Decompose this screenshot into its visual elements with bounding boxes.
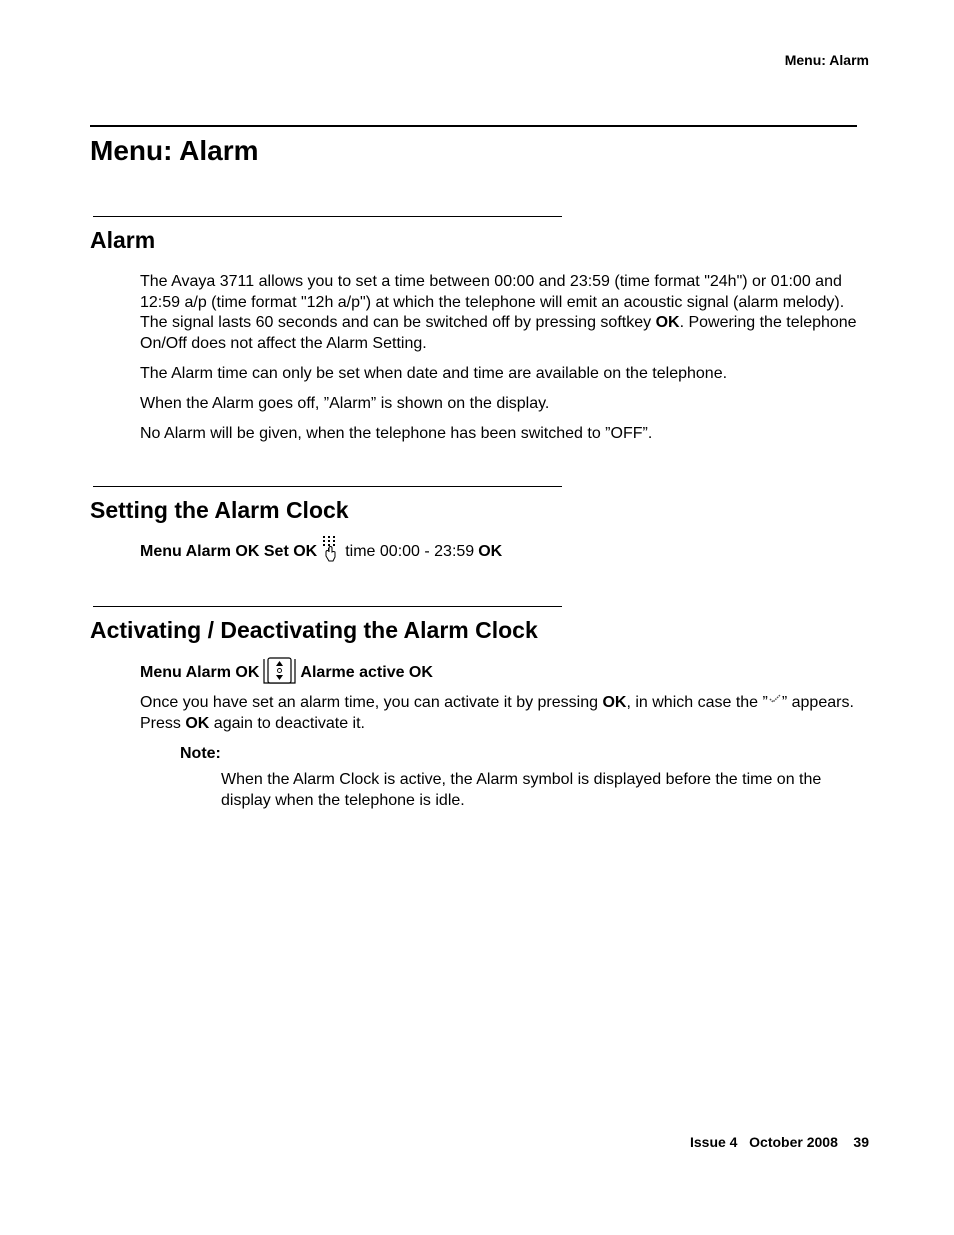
activating-p1-f: again to deactivate it. — [209, 714, 365, 732]
activating-proc-prefix: Menu Alarm OK — [140, 664, 260, 681]
note-text: When the Alarm Clock is active, the Alarm symbol is displayed before the time on the display when the telephone is idle. — [221, 771, 822, 809]
setting-proc-prefix: Menu Alarm OK Set OK — [140, 543, 318, 560]
setting-procedure — [140, 533, 502, 561]
alarm-p1-end: . Powering the telephone On/Off does not affect the Alarm Setting. — [140, 314, 857, 352]
activating-p1-ok-2: OK — [185, 714, 210, 732]
section-rule-setting — [93, 486, 562, 487]
footer-date: October 2008 — [749, 1134, 838, 1150]
activating-p1-c: , in which case the ” — [626, 694, 768, 711]
activating-p1-a: Once you have set an alarm time, you can activate it by pressing — [140, 694, 603, 711]
alarm-p1-ok: OK — [655, 314, 680, 331]
alarm-paragraph-1 — [140, 272, 860, 354]
chapter-title: Menu: Alarm — [90, 135, 259, 166]
section-title-setting: Setting the Alarm Clock — [90, 497, 349, 523]
activating-proc-end: Alarme active OK — [300, 664, 433, 681]
alarm-paragraph-3: When the Alarm goes off, ”Alarm” is shown on the display. — [140, 394, 550, 412]
keypad-icon — [321, 535, 341, 563]
footer-page-number: 39 — [853, 1134, 869, 1150]
activating-p1-d: ” appears. Press — [140, 694, 854, 732]
activating-p1-ok: OK — [602, 694, 627, 711]
page-footer — [690, 1134, 869, 1150]
alarm-body — [140, 272, 860, 454]
section-title-activating: Activating / Deactivating the Alarm Clock — [90, 617, 538, 643]
setting-proc-ok: OK — [478, 543, 503, 560]
alarm-p1-text: The Avaya 3711 allows you to set a time between 00:00 and 23:59 (time format "24h") or 01:00 and 12:59 a/p (time format "12h a/p") at which the telephone will emit an acoustic signal (alarm melody). The signal lasts 60 seconds and can be switched off by pressing softkey — [140, 273, 845, 331]
activating-body — [140, 691, 860, 744]
activating-procedure — [140, 654, 433, 682]
footer-issue: Issue 4 — [689, 1134, 738, 1150]
check-icon — [768, 691, 782, 703]
alarm-paragraph-2: The Alarm time can only be set when date and time are available on the telephone. — [140, 364, 728, 382]
section-rule-alarm — [93, 216, 562, 217]
section-rule-activating — [93, 606, 562, 607]
activating-paragraph-1 — [140, 691, 860, 734]
running-header: Menu: Alarm — [784, 52, 869, 68]
navigation-key-icon — [263, 657, 296, 685]
setting-proc-mid: time 00:00 - 23:59 — [345, 543, 475, 560]
note-label: Note: — [180, 745, 221, 762]
alarm-paragraph-4: No Alarm will be given, when the telephone has been switched to ”OFF”. — [140, 424, 653, 442]
chapter-rule — [90, 125, 857, 127]
section-title-alarm: Alarm — [90, 227, 156, 253]
